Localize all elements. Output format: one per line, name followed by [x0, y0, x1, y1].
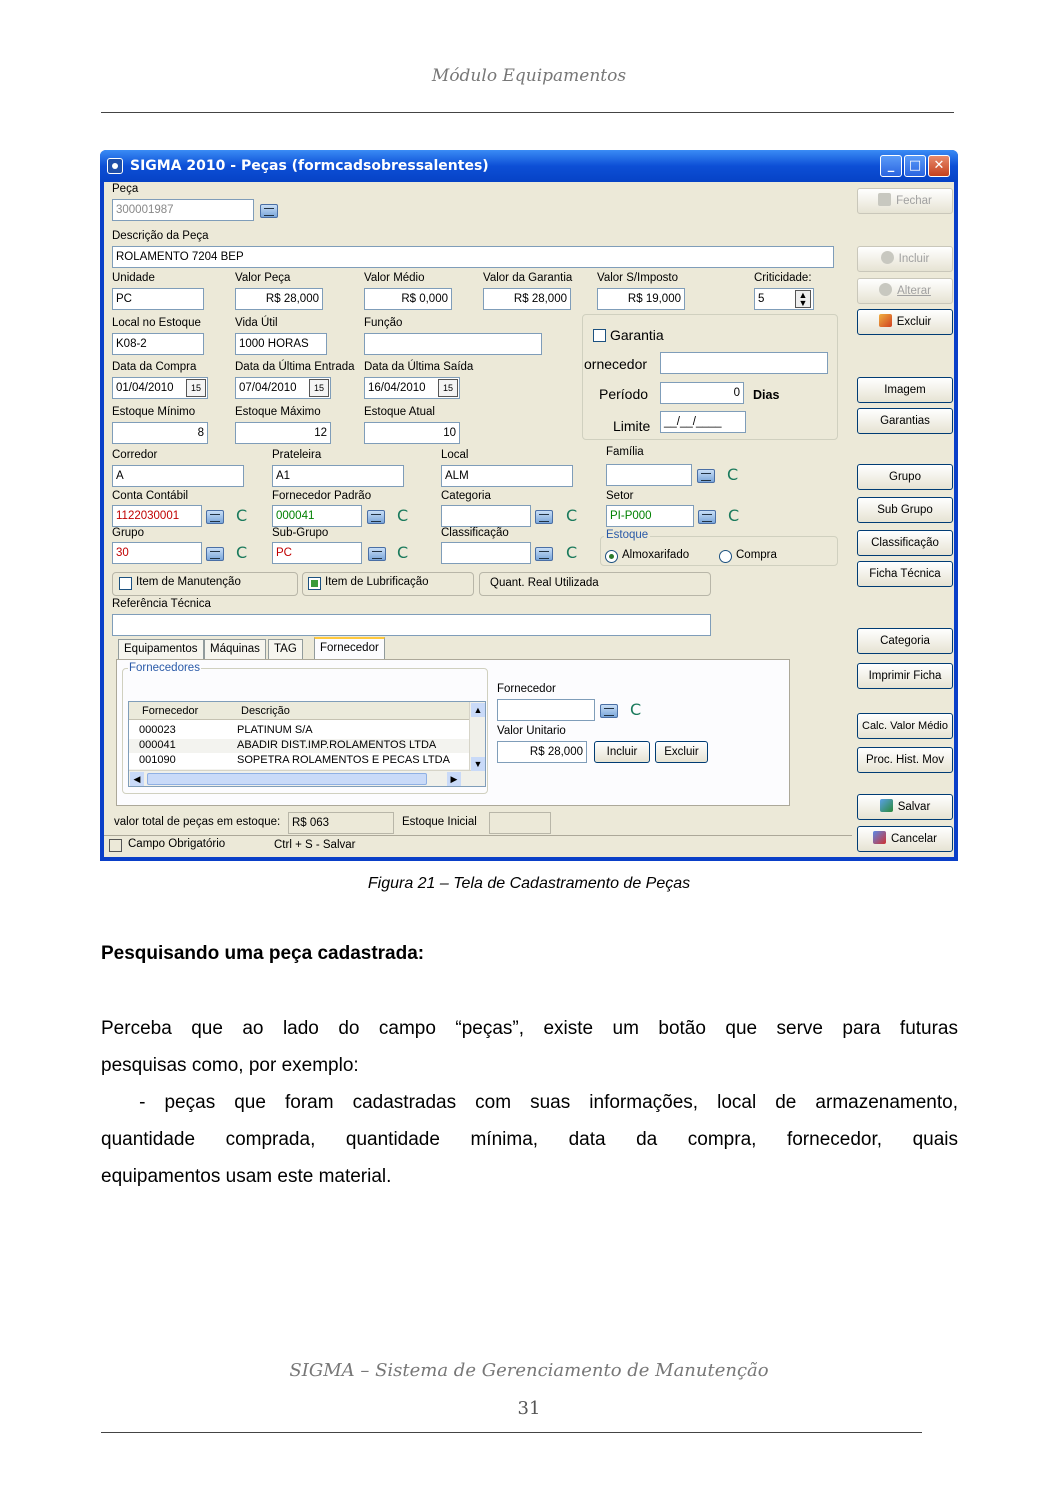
delete-icon — [879, 314, 892, 327]
gear-edit-icon — [879, 283, 892, 296]
local-label: Local — [441, 449, 469, 461]
estoque-max-label: Estoque Máximo — [235, 406, 321, 418]
peca-input[interactable]: 300001987 — [112, 199, 254, 221]
paragraph-line: - peças que foram cadastradas com suas informações, local de armazenamento, — [101, 1092, 959, 1113]
tab-strip — [118, 639, 418, 661]
estoque-atual-label: Estoque Atual — [364, 406, 435, 418]
page-number: 31 — [517, 1398, 541, 1419]
fornecedor-padrao-search-icon[interactable] — [367, 510, 385, 524]
tab-equipamentos[interactable]: Equipamentos — [118, 639, 204, 659]
valor-simposto-label: Valor S/Imposto — [597, 272, 678, 284]
fornecedor-padrao-input[interactable]: 000041 — [272, 505, 362, 527]
garantias-button[interactable]: Garantias — [857, 408, 953, 434]
imprimir-ficha-button[interactable]: Imprimir Ficha — [857, 663, 953, 689]
fornecedores-grid — [128, 701, 486, 787]
peca-label: Peça — [112, 183, 139, 195]
familia-clear-icon[interactable]: C — [727, 465, 739, 484]
classificacao-search-icon[interactable] — [535, 547, 553, 561]
vida-util-label: Vida Útil — [235, 317, 278, 329]
atalho-label: Ctrl + S - Salvar — [274, 839, 356, 851]
valor-unitario-input[interactable]: R$ 28,000 — [497, 741, 587, 763]
page-header: Módulo Equipamentos — [431, 66, 627, 86]
prateleira-label: Prateleira — [272, 449, 322, 461]
garantia-fornecedor-label: ornecedor — [584, 356, 648, 372]
estoque-inicial-label: Estoque Inicial — [402, 816, 477, 828]
form-client-area — [104, 182, 954, 857]
funcao-input[interactable] — [364, 333, 542, 355]
paragraph-line: pesquisas como, por exemplo: — [101, 1055, 359, 1076]
salvar-button[interactable]: Salvar — [857, 794, 953, 820]
setor-search-icon[interactable] — [698, 510, 716, 524]
tab-fornecedor[interactable]: Fornecedor — [314, 637, 385, 659]
tab-tag[interactable]: TAG — [268, 639, 303, 659]
valor-total-label: valor total de peças em estoque: — [114, 816, 281, 828]
door-icon — [878, 193, 891, 206]
proc-hist-mov-button[interactable]: Proc. Hist. Mov — [857, 747, 953, 773]
grid-header-descricao[interactable]: Descrição — [241, 705, 290, 717]
periodo-input[interactable]: 0 — [660, 382, 744, 404]
cancelar-button[interactable]: Cancelar — [857, 826, 953, 852]
figure-caption: Figura 21 – Tela de Cadastramento de Peças — [367, 875, 691, 892]
tab-fornecedor-search-icon[interactable] — [600, 704, 618, 718]
row-desc: SOPETRA ROLAMENTOS E PECAS LTDA — [237, 754, 450, 766]
valor-unitario-label: Valor Unitario — [497, 725, 566, 737]
fornecedor-padrao-label: Fornecedor Padrão — [272, 490, 372, 502]
minimize-button[interactable]: _ — [880, 155, 902, 177]
item-manutencao-checkbox[interactable] — [119, 577, 132, 590]
garantia-label: Garantia — [610, 327, 664, 343]
row-code: 001090 — [139, 754, 176, 766]
subgrupo-clear-icon[interactable]: C — [397, 543, 409, 562]
fornecedor-padrao-clear-icon[interactable]: C — [397, 506, 409, 525]
limite-input[interactable]: __/__/____ — [660, 411, 746, 433]
funcao-label: Função — [364, 317, 403, 329]
gear-icon — [881, 251, 894, 264]
criticidade-input[interactable]: 5 — [754, 288, 814, 310]
estoque-atual-input[interactable]: 10 — [364, 422, 460, 444]
categoria-search-icon[interactable] — [535, 510, 553, 524]
categoria-clear-icon[interactable]: C — [566, 506, 578, 525]
estoque-min-input[interactable]: 8 — [112, 422, 208, 444]
item-lubrificacao-label: Item de Lubrificação — [325, 576, 429, 588]
conta-input[interactable]: 1122030001 — [112, 505, 202, 527]
sigma-window — [100, 150, 958, 861]
paragraph-line: equipamentos usam este material. — [101, 1166, 392, 1187]
subgrupo-input[interactable]: PC — [272, 542, 362, 564]
header-rule — [101, 112, 954, 113]
imagem-button[interactable]: Imagem — [857, 377, 953, 403]
grupo-clear-icon[interactable]: C — [236, 543, 248, 562]
campo-obrigatorio-swatch — [109, 839, 122, 852]
table-row[interactable] — [129, 739, 473, 753]
scroll-left-icon[interactable]: ◀ — [130, 772, 144, 786]
setor-input[interactable]: PI-P000 — [606, 505, 694, 527]
setor-clear-icon[interactable]: C — [728, 506, 740, 525]
table-row[interactable] — [129, 724, 473, 738]
incluir-button[interactable]: Incluir — [857, 246, 953, 272]
grid-header-fornecedor[interactable]: Fornecedor — [142, 705, 199, 717]
tab-fornecedor-clear-icon[interactable]: C — [630, 700, 642, 719]
garantia-fornecedor-input[interactable] — [660, 352, 828, 374]
section-heading: Pesquisando uma peça cadastrada: — [101, 943, 425, 964]
descricao-input[interactable]: ROLAMENTO 7204 BEP — [112, 246, 834, 268]
peca-search-icon[interactable] — [260, 204, 278, 218]
alterar-button[interactable]: Alterar — [857, 278, 953, 304]
data-saida-label: Data da Última Saída — [364, 361, 474, 373]
scroll-thumb[interactable] — [147, 773, 427, 785]
tab-fornecedor-input[interactable] — [497, 699, 595, 721]
tab-fornecedor-label: Fornecedor — [497, 683, 556, 695]
scroll-right-icon[interactable]: ▶ — [447, 772, 461, 786]
ficha-tecnica-button[interactable]: Ficha Técnica — [857, 561, 953, 587]
sub-grupo-button[interactable]: Sub Grupo — [857, 497, 953, 523]
unidade-label: Unidade — [112, 272, 155, 284]
scroll-up-icon[interactable]: ▲ — [471, 703, 485, 717]
classificacao-input[interactable] — [441, 542, 531, 564]
subgrupo-label: Sub-Grupo — [272, 527, 329, 539]
descricao-label: Descrição da Peça — [112, 230, 209, 242]
footer-rule — [101, 1432, 922, 1433]
local-estoque-label: Local no Estoque — [112, 317, 201, 329]
scroll-down-icon[interactable]: ▼ — [471, 757, 485, 771]
estoque-max-input[interactable]: 12 — [235, 422, 331, 444]
horizontal-scrollbar[interactable] — [129, 770, 471, 786]
save-icon — [880, 799, 893, 812]
categoria-input[interactable] — [441, 505, 531, 527]
tab-maquinas[interactable]: Máquinas — [204, 639, 266, 659]
conta-label: Conta Contábil — [112, 490, 189, 502]
classificacao-clear-icon[interactable]: C — [566, 543, 578, 562]
data-entrada-input[interactable]: 07/04/2010 — [235, 377, 331, 399]
valor-total-input: R$ 063 — [288, 812, 394, 834]
valor-medio-input[interactable]: R$ 0,000 — [364, 288, 452, 310]
grupo-button[interactable]: Grupo — [857, 464, 953, 490]
dias-label: Dias — [753, 388, 780, 402]
setor-label: Setor — [606, 490, 634, 502]
row-desc: ABADIR DIST.IMP.ROLAMENTOS LTDA — [237, 739, 437, 751]
tab-excluir-button[interactable]: Excluir — [655, 741, 708, 763]
compra-radio[interactable] — [719, 550, 732, 563]
almoxarifado-radio[interactable] — [605, 550, 618, 563]
vida-util-input[interactable]: 1000 HORAS — [235, 333, 327, 355]
estoque-min-label: Estoque Mínimo — [112, 406, 196, 418]
paragraph-line: quantidade comprada, quantidade mínima, data da compra, fornecedor, quais — [101, 1129, 958, 1150]
grupo-label: Grupo — [112, 527, 144, 539]
ref-tecnica-label: Referência Técnica — [112, 598, 211, 610]
window-title: SIGMA 2010 - Peças (formcadsobressalentes) — [130, 158, 489, 174]
grupo-input[interactable]: 30 — [112, 542, 202, 564]
data-compra-label: Data da Compra — [112, 361, 197, 373]
paragraph-line: Perceba que ao lado do campo “peças”, existe um botão que serve para futuras — [101, 1018, 958, 1039]
maximize-button[interactable]: □ — [904, 155, 926, 177]
fornecedores-group-label: Fornecedores — [129, 662, 200, 674]
periodo-label: Período — [599, 386, 649, 402]
row-code: 000041 — [139, 739, 176, 751]
data-compra-input[interactable]: 01/04/2010 — [112, 377, 208, 399]
valor-peca-input[interactable]: R$ 28,000 — [235, 288, 323, 310]
estoque-group-label: Estoque — [606, 529, 649, 541]
item-lubrificacao-checkbox[interactable] — [308, 577, 321, 590]
categoria-label: Categoria — [441, 490, 491, 502]
grupo-search-icon[interactable] — [206, 547, 224, 561]
footer-title: SIGMA – Sistema de Gerenciamento de Manutenção — [289, 1360, 769, 1381]
prateleira-input[interactable]: A1 — [272, 465, 404, 487]
calendar-icon[interactable]: 15 — [438, 379, 458, 397]
limite-label: Limite — [613, 418, 651, 434]
conta-search-icon[interactable] — [206, 510, 224, 524]
local-estoque-input[interactable]: K08-2 — [112, 333, 204, 355]
classificacao-button[interactable]: Classificação — [857, 530, 953, 556]
calc-valor-medio-button[interactable]: Calc. Valor Médio — [857, 713, 953, 739]
quant-real-label: Quant. Real Utilizada — [490, 577, 599, 589]
criticidade-label: Criticidade: — [754, 272, 812, 284]
familia-label: Família — [606, 446, 644, 458]
campo-obrigatorio-label: Campo Obrigatório — [128, 838, 226, 850]
corredor-label: Corredor — [112, 449, 158, 461]
categoria-button[interactable]: Categoria — [857, 628, 953, 654]
close-button[interactable]: ✕ — [928, 155, 950, 177]
status-divider — [104, 835, 852, 836]
garantia-checkbox[interactable] — [593, 329, 606, 342]
calendar-icon[interactable]: 15 — [309, 379, 329, 397]
tab-incluir-button[interactable]: Incluir — [594, 741, 650, 763]
row-code: 000023 — [139, 724, 176, 736]
familia-input[interactable] — [606, 464, 692, 486]
cancel-icon — [873, 831, 886, 844]
body-paragraph — [101, 1010, 958, 1195]
almoxarifado-label: Almoxarifado — [622, 549, 690, 561]
unidade-input[interactable]: PC — [112, 288, 204, 310]
row-desc: PLATINUM S/A — [237, 724, 313, 736]
valor-peca-label: Valor Peça — [235, 272, 291, 284]
valor-garantia-label: Valor da Garantia — [483, 272, 573, 284]
valor-medio-label: Valor Médio — [364, 272, 425, 284]
item-manutencao-label: Item de Manutenção — [136, 576, 241, 588]
calendar-icon[interactable]: 15 — [186, 379, 206, 397]
table-row[interactable] — [129, 754, 473, 768]
excluir-button[interactable]: Excluir — [857, 309, 953, 335]
data-entrada-label: Data da Última Entrada — [235, 361, 355, 373]
local-input[interactable]: ALM — [441, 465, 573, 487]
valor-simposto-input[interactable]: R$ 19,000 — [597, 288, 685, 310]
subgrupo-search-icon[interactable] — [368, 547, 386, 561]
classificacao-label: Classificação — [441, 527, 509, 539]
fechar-button[interactable]: Fechar — [857, 188, 953, 214]
familia-search-icon[interactable] — [697, 469, 715, 483]
title-bar — [100, 150, 958, 182]
criticidade-spinner-icon[interactable]: ▲ ▼ — [795, 290, 811, 308]
estoque-inicial-input — [489, 812, 551, 834]
conta-clear-icon[interactable]: C — [236, 506, 248, 525]
valor-garantia-input[interactable]: R$ 28,000 — [483, 288, 571, 310]
data-saida-input[interactable]: 16/04/2010 — [364, 377, 460, 399]
vertical-scrollbar[interactable] — [469, 702, 485, 787]
compra-label: Compra — [736, 549, 777, 561]
corredor-input[interactable]: A — [112, 465, 244, 487]
app-icon — [107, 158, 123, 174]
ref-tecnica-input[interactable] — [112, 614, 711, 636]
